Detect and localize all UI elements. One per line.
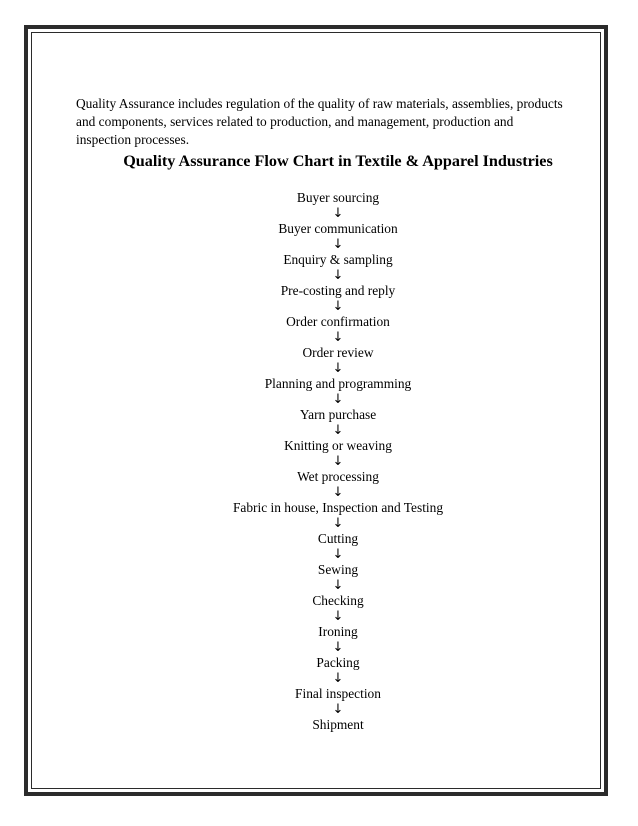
- flow-chart-title: Quality Assurance Flow Chart in Textile & Apparel Industries: [123, 152, 553, 170]
- flow-chart: [0, 190, 638, 748]
- down-arrow-icon: ↓: [332, 454, 344, 469]
- step-label-yarn-purchase: Yarn purchase: [299, 407, 377, 422]
- step-label-ironing: Ironing: [318, 624, 358, 639]
- flow-step: [0, 717, 638, 748]
- flow-step: [0, 407, 638, 438]
- flow-step: [0, 283, 638, 314]
- down-arrow-icon: ↓: [332, 330, 344, 345]
- down-arrow-icon: ↓: [332, 485, 344, 500]
- step-label-enquiry-sampling: Enquiry & sampling: [283, 252, 393, 267]
- down-arrow-icon: ↓: [332, 392, 344, 407]
- down-arrow-icon: ↓: [332, 299, 344, 314]
- flow-step: [0, 686, 638, 717]
- down-arrow-icon: ↓: [332, 206, 344, 221]
- step-label-buyer-communication: Buyer communication: [278, 221, 398, 236]
- step-label-fabric-in-house: Fabric in house, Inspection and Testing: [232, 500, 444, 515]
- down-arrow-icon: ↓: [332, 578, 344, 593]
- step-label-final-inspection: Final inspection: [295, 686, 381, 701]
- flow-step: [0, 500, 638, 531]
- flow-step: [0, 376, 638, 407]
- flow-step: [0, 469, 638, 500]
- down-arrow-icon: ↓: [332, 671, 344, 686]
- down-arrow-icon: ↓: [332, 609, 344, 624]
- step-label-buyer-sourcing: Buyer sourcing: [296, 190, 380, 205]
- step-label-checking: Checking: [312, 593, 364, 608]
- step-label-planning-programming: Planning and programming: [264, 376, 412, 391]
- down-arrow-icon: ↓: [332, 361, 344, 376]
- flow-step: [0, 221, 638, 252]
- flow-step: [0, 562, 638, 593]
- step-label-cutting: Cutting: [317, 531, 359, 546]
- down-arrow-icon: ↓: [332, 268, 344, 283]
- down-arrow-icon: ↓: [332, 547, 344, 562]
- down-arrow-icon: ↓: [332, 516, 344, 531]
- step-label-packing: Packing: [316, 655, 360, 670]
- flow-step: [0, 655, 638, 686]
- flow-step: [0, 531, 638, 562]
- flow-step: [0, 624, 638, 655]
- down-arrow-icon: ↓: [332, 640, 344, 655]
- flow-step: [0, 593, 638, 624]
- flow-step: [0, 345, 638, 376]
- step-label-order-confirmation: Order confirmation: [286, 314, 390, 329]
- step-label-pre-costing: Pre-costing and reply: [280, 283, 396, 298]
- flow-step: [0, 252, 638, 283]
- step-label-order-review: Order review: [302, 345, 374, 360]
- flow-step: [0, 438, 638, 469]
- step-label-knitting-weaving: Knitting or weaving: [284, 438, 392, 453]
- down-arrow-icon: ↓: [332, 423, 344, 438]
- down-arrow-icon: ↓: [332, 237, 344, 252]
- step-label-wet-processing: Wet processing: [297, 469, 379, 484]
- step-label-shipment: Shipment: [312, 717, 364, 732]
- flow-step: [0, 190, 638, 221]
- down-arrow-icon: ↓: [332, 702, 344, 717]
- step-label-sewing: Sewing: [317, 562, 359, 577]
- flow-step: [0, 314, 638, 345]
- intro-paragraph: Quality Assurance includes regulation of the quality of raw materials, assemblies, products and components, services related to production, and management, production and inspection processes.: [76, 96, 563, 147]
